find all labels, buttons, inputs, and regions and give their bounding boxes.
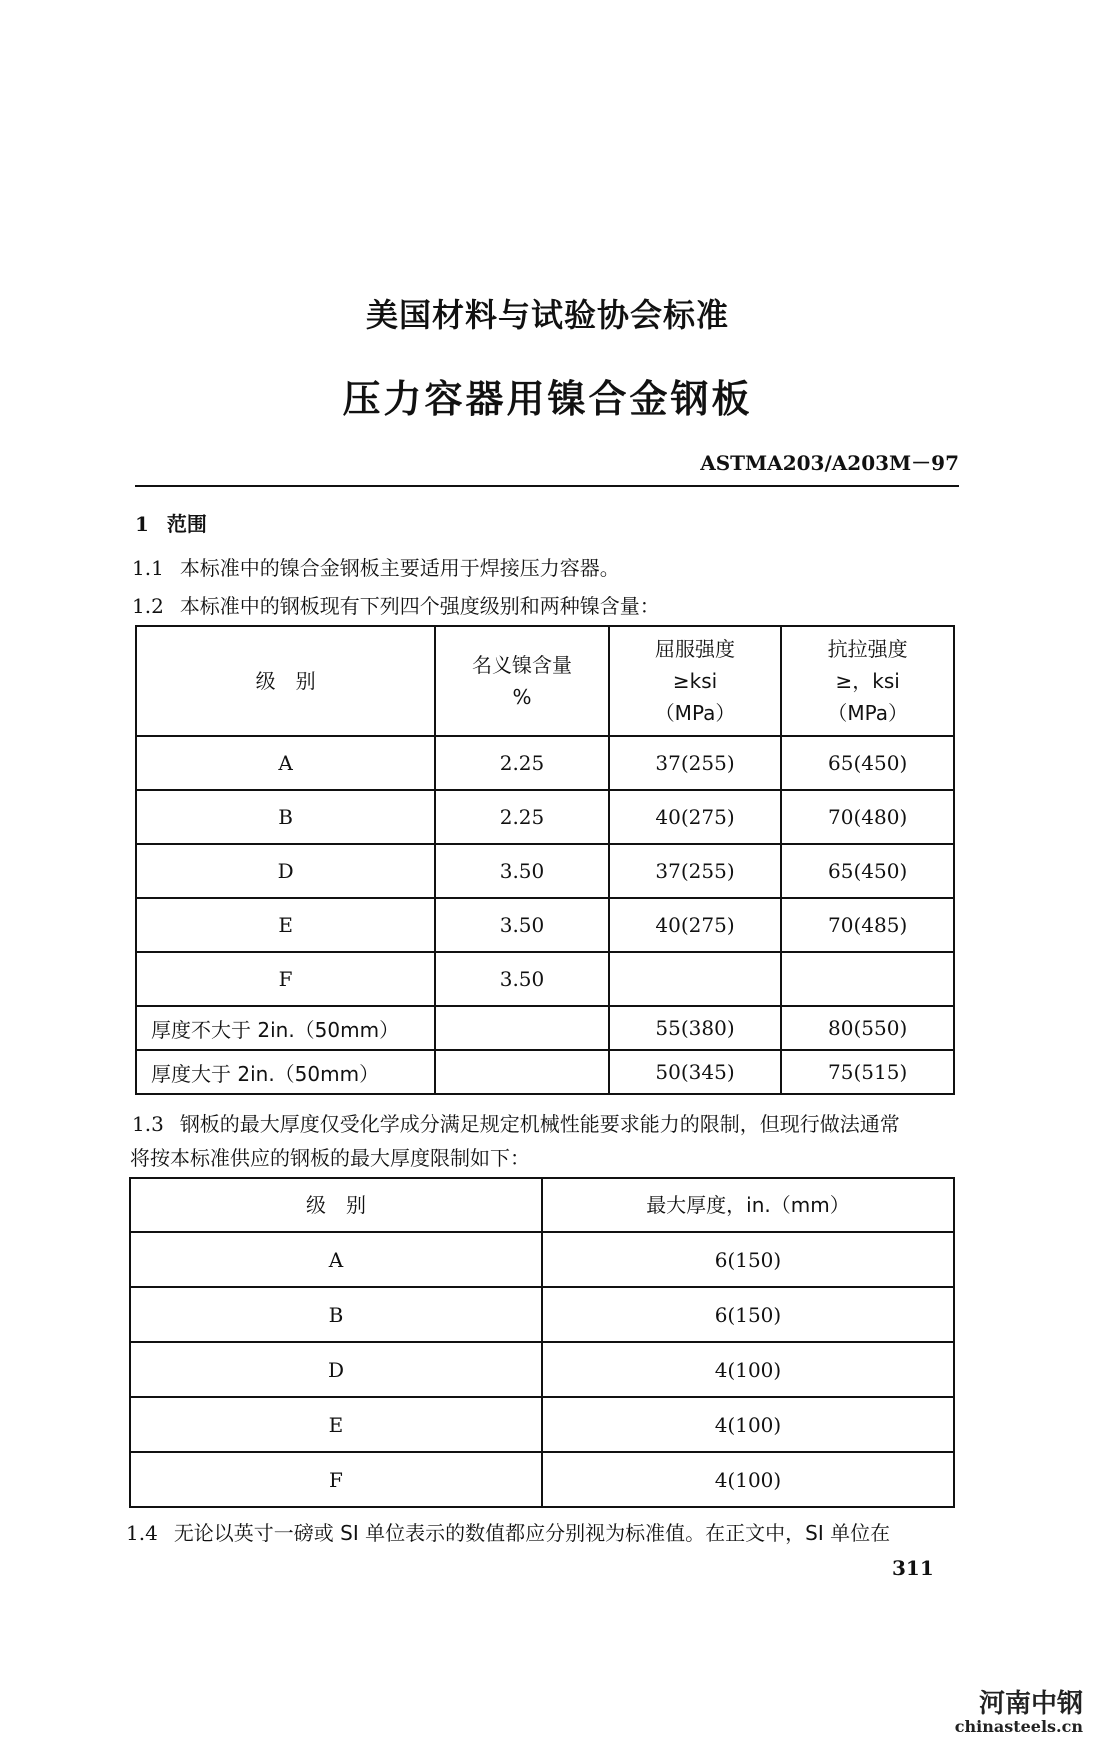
cell-tensile: 65(450) <box>781 736 954 790</box>
header-nickel-label: 名义镍含量 <box>471 653 572 677</box>
cell-nickel <box>435 1006 608 1050</box>
cell-yield: 55(380) <box>609 1006 782 1050</box>
header-yield-si-unit: （MPa） <box>654 701 736 725</box>
header-divider <box>135 485 959 487</box>
cell-grade: A <box>130 1232 542 1287</box>
header-yield <box>609 626 782 736</box>
section-number: 1 <box>135 512 149 536</box>
cell-yield: 40(275) <box>609 790 782 844</box>
thickness-table <box>129 1177 955 1508</box>
header-tensile-si-unit: （MPa） <box>827 701 909 725</box>
strength-table <box>135 625 955 1095</box>
cell-nickel: 3.50 <box>435 898 608 952</box>
watermark-domain: chinasteels.cn <box>954 1717 1083 1737</box>
table-row <box>136 736 954 790</box>
cell-grade: E <box>136 898 435 952</box>
cell-nickel: 3.50 <box>435 952 608 1006</box>
clause-number: 1.1 <box>132 556 164 580</box>
cell-thickness: 6(150) <box>542 1232 954 1287</box>
cell-grade: F <box>136 952 435 1006</box>
cell-yield: 37(255) <box>609 844 782 898</box>
table-row <box>136 1050 954 1094</box>
header-nickel-unit: % <box>512 685 532 709</box>
cell-thickness: 4(100) <box>542 1342 954 1397</box>
cell-nickel <box>435 1050 608 1094</box>
cell-grade: A <box>136 736 435 790</box>
header-tensile <box>781 626 954 736</box>
cell-grade: E <box>130 1397 542 1452</box>
watermark-chinese: 河南中钢 <box>978 1688 1083 1719</box>
table-row <box>136 952 954 1006</box>
clause-text: 本标准中的镍合金钢板主要适用于焊接压力容器。 <box>179 556 620 580</box>
cell-grade: B <box>130 1287 542 1342</box>
cell-grade: 厚度大于 2in.（50mm） <box>136 1050 435 1094</box>
cell-nickel: 3.50 <box>435 844 608 898</box>
cell-tensile <box>781 952 954 1006</box>
header-grade: 级 别 <box>136 626 435 736</box>
cell-tensile: 65(450) <box>781 844 954 898</box>
cell-thickness: 6(150) <box>542 1287 954 1342</box>
cell-thickness: 4(100) <box>542 1452 954 1507</box>
header-tensile-unit: ≥，ksi <box>835 669 900 693</box>
table-row <box>130 1342 954 1397</box>
clause-number: 1.2 <box>132 594 164 618</box>
clause-text: 无论以英寸一磅或 SI 单位表示的数值都应分别视为标准值。在正文中，SI 单位在 <box>173 1521 891 1545</box>
cell-grade: B <box>136 790 435 844</box>
table-row <box>130 1397 954 1452</box>
cell-grade: D <box>130 1342 542 1397</box>
site-watermark <box>955 1690 1083 1736</box>
section-title: 范围 <box>166 512 207 536</box>
cell-yield: 50(345) <box>609 1050 782 1094</box>
cell-nickel: 2.25 <box>435 790 608 844</box>
header-nickel <box>435 626 608 736</box>
clause-text: 钢板的最大厚度仅受化学成分满足规定机械性能要求能力的限制，但现行做法通常 <box>179 1112 900 1136</box>
cell-grade: 厚度不大于 2in.（50mm） <box>136 1006 435 1050</box>
table-row <box>130 1452 954 1507</box>
header-tensile-label: 抗拉强度 <box>827 637 908 661</box>
clause-text: 本标准中的钢板现有下列四个强度级别和两种镍含量： <box>179 594 660 618</box>
paragraph-1-1 <box>132 552 620 581</box>
cell-tensile: 70(480) <box>781 790 954 844</box>
header-grade: 级 别 <box>130 1178 542 1232</box>
table-row <box>136 844 954 898</box>
paragraph-1-3 <box>132 1108 900 1137</box>
table-row <box>130 1232 954 1287</box>
table-row <box>130 1287 954 1342</box>
cell-yield <box>609 952 782 1006</box>
table-row <box>136 790 954 844</box>
table-header-row <box>136 626 954 736</box>
header-max-thickness: 最大厚度，in.（mm） <box>542 1178 954 1232</box>
paragraph-1-3-continued: 将按本标准供应的钢板的最大厚度限制如下： <box>130 1146 530 1170</box>
cell-tensile: 75(515) <box>781 1050 954 1094</box>
cell-grade: D <box>136 844 435 898</box>
cell-grade: F <box>130 1452 542 1507</box>
cell-yield: 37(255) <box>609 736 782 790</box>
cell-yield: 40(275) <box>609 898 782 952</box>
header-yield-label: 屈服强度 <box>655 637 736 661</box>
page-number: 311 <box>892 1556 934 1580</box>
paragraph-1-4 <box>126 1517 890 1546</box>
cell-tensile: 70(485) <box>781 898 954 952</box>
document-title: 美国材料与试验协会标准 <box>365 296 729 334</box>
clause-number: 1.4 <box>126 1521 158 1545</box>
table-row <box>136 1006 954 1050</box>
table-header-row <box>130 1178 954 1232</box>
cell-thickness: 4(100) <box>542 1397 954 1452</box>
paragraph-1-2 <box>132 590 660 619</box>
document-subtitle: 压力容器用镍合金钢板 <box>342 377 753 421</box>
cell-nickel: 2.25 <box>435 736 608 790</box>
cell-tensile: 80(550) <box>781 1006 954 1050</box>
clause-number: 1.3 <box>132 1112 164 1136</box>
section-heading <box>135 508 207 537</box>
standard-code: ASTMA203/A203M－97 <box>700 451 959 475</box>
table-row <box>136 898 954 952</box>
header-yield-unit: ≥ksi <box>672 669 718 693</box>
